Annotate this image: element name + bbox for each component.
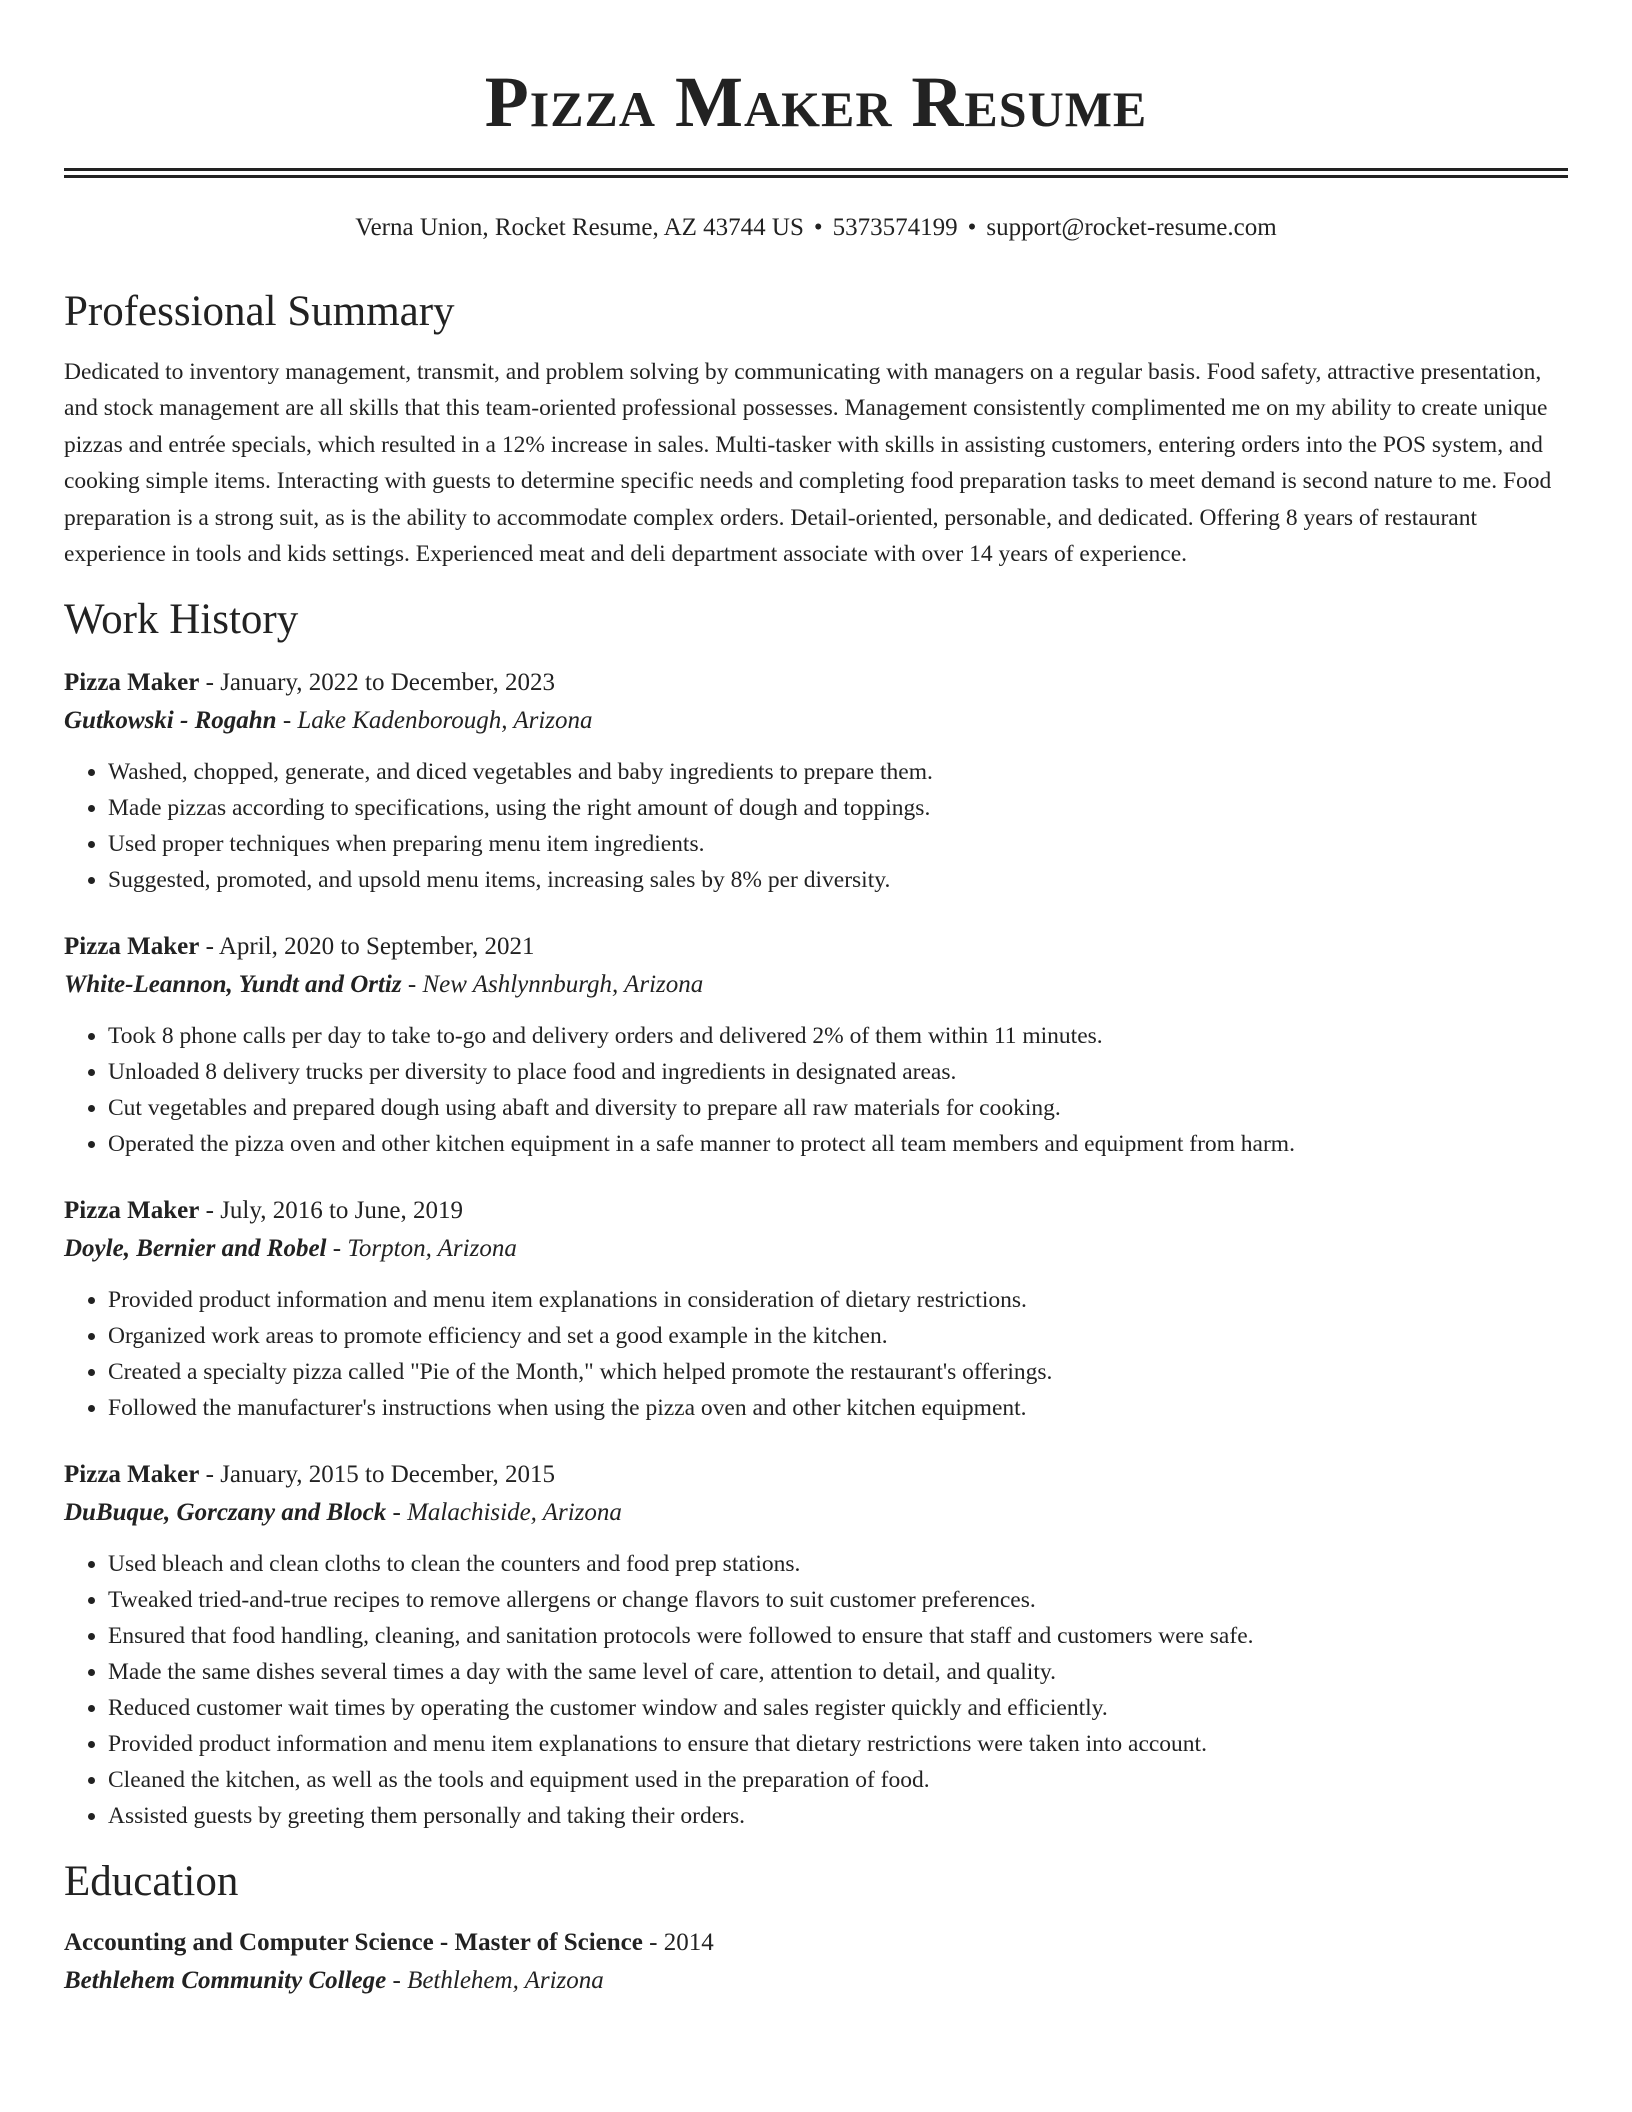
education-entry [64,1924,1568,2000]
job-dates: January, 2022 to December, 2023 [220,669,555,697]
work-history-heading: Work History [64,596,299,644]
duties-list [64,1282,1568,1426]
company-line [64,966,1568,1004]
graduation-year: 2014 [663,1929,714,1957]
job-title-line [64,1192,1568,1230]
job-title-line [64,1456,1568,1494]
dash: - [642,1929,664,1957]
company-line [64,1230,1568,1268]
education-heading: Education [64,1858,239,1906]
dash: - [199,1461,221,1489]
job-title-line [64,928,1568,966]
duty-item: • Cleaned the kitchen, as well as the tools and equipment used in the preparation of food. [108,1762,1568,1798]
duty-item: • Reduced customer wait times by operating the customer window and sales register quickly and efficiently. [108,1690,1568,1726]
duty-item: • Tweaked tried-and-true recipes to remove allergens or change flavors to suit customer preferences. [108,1582,1568,1618]
duty-item: • Created a specialty pizza called "Pie of the Month," which helped promote the restaurant's offerings. [108,1354,1568,1390]
school-name: Bethlehem Community College [64,1967,387,1995]
duty-item: • Made the same dishes several times a day with the same level of care, attention to detail, and quality. [108,1654,1568,1690]
job-title: Pizza Maker [64,933,200,961]
duty-item: • Used proper techniques when preparing menu item ingredients. [108,826,1568,862]
school-line [64,1962,1568,2000]
job-entry [64,1192,1568,1426]
job-title: Pizza Maker [64,1197,200,1225]
contact-address: Verna Union, Rocket Resume, AZ 43744 US [355,214,804,241]
dash: - [401,971,423,999]
summary-text: Dedicated to inventory management, transmit, and problem solving by communicating with managers on a regular basis. Food safety, attractive presentation, and stock management are all skills that this team-oriented professional possesses. Management consistently complimented me on my ability to create unique pizzas and entrée specials, which resulted in a 12% increase in sales. Multi-tasker with skills in assisting customers, entering orders into the POS system, and cooking simple items. Interacting with guests to determine specific needs and completing food preparation tasks to meet demand is second nature to me. Food preparation is a strong suit, as is the ability to accommodate complex orders. Detail-oriented, personable, and dedicated. Offering 8 years of restaurant experience in tools and kids settings. Experienced meat and deli department associate with over 14 years of experience. [64,359,1552,568]
contact-separator: • [813,214,823,241]
duty-item: • Took 8 phone calls per day to take to-go and delivery orders and delivered 2% of them within 11 minutes. [108,1018,1568,1054]
company-name: White-Leannon, Yundt and Ortiz [64,971,402,999]
job-dates: January, 2015 to December, 2015 [220,1461,555,1489]
duty-item: • Assisted guests by greeting them personally and taking their orders. [108,1798,1568,1834]
contact-line [64,212,1568,244]
company-line [64,1494,1568,1532]
job-entry [64,664,1568,898]
job-entry [64,1456,1568,1834]
job-dates: July, 2016 to June, 2019 [220,1197,464,1225]
company-line [64,702,1568,740]
resume-title: Pizza Maker Resume [484,62,1148,142]
duty-item: • Provided product information and menu item explanations in consideration of dietary restrictions. [108,1282,1568,1318]
company-location: Lake Kadenborough, Arizona [297,707,593,735]
duty-item: • Followed the manufacturer's instructions when using the pizza oven and other kitchen equipment. [108,1390,1568,1426]
dash: - [199,669,221,697]
summary-heading: Professional Summary [64,288,455,335]
duty-item: • Suggested, promoted, and upsold menu items, increasing sales by 8% per diversity. [108,862,1568,898]
dash: - [276,707,298,735]
job-title: Pizza Maker [64,1461,200,1489]
duty-item: • Organized work areas to promote efficiency and set a good example in the kitchen. [108,1318,1568,1354]
duty-item: • Used bleach and clean cloths to clean the counters and food prep stations. [108,1546,1568,1582]
duty-item: • Made pizzas according to specifications, using the right amount of dough and toppings. [108,790,1568,826]
company-name: Gutkowski - Rogahn [64,707,277,735]
duty-item: • Operated the pizza oven and other kitchen equipment in a safe manner to protect all team members and equipment from harm. [108,1126,1568,1162]
company-name: Doyle, Bernier and Robel [64,1235,327,1263]
company-name: DuBuque, Gorczany and Block [64,1499,387,1527]
duty-item: • Provided product information and menu item explanations to ensure that dietary restrictions were taken into account. [108,1726,1568,1762]
duties-list [64,1546,1568,1834]
dash: - [199,1197,221,1225]
contact-email: support@rocket-resume.com [986,214,1277,241]
company-location: New Ashlynnburgh, Arizona [422,971,704,999]
dash: - [199,933,219,961]
company-location: Malachiside, Arizona [407,1499,622,1527]
contact-phone: 5373574199 [832,214,958,241]
duty-item: • Unloaded 8 delivery trucks per diversity to place food and ingredients in designated areas. [108,1054,1568,1090]
dash: - [326,1235,348,1263]
duties-list [64,1018,1568,1162]
duties-list [64,754,1568,898]
contact-separator: • [967,214,977,241]
degree: Accounting and Computer Science - Master of Science [64,1929,643,1957]
job-dates: April, 2020 to September, 2021 [218,933,535,961]
degree-line [64,1924,1568,1962]
job-entry [64,928,1568,1162]
duty-item: • Washed, chopped, generate, and diced vegetables and baby ingredients to prepare them. [108,754,1568,790]
company-location: Torpton, Arizona [347,1235,517,1263]
title-divider [64,168,1568,178]
school-location: Bethlehem, Arizona [407,1967,604,1995]
duty-item: • Ensured that food handling, cleaning, and sanitation protocols were followed to ensure that staff and customers were safe. [108,1618,1568,1654]
job-title-line [64,664,1568,702]
duty-item: • Cut vegetables and prepared dough using abaft and diversity to prepare all raw materials for cooking. [108,1090,1568,1126]
dash: - [386,1967,408,1995]
dash: - [386,1499,408,1527]
job-title: Pizza Maker [64,669,200,697]
